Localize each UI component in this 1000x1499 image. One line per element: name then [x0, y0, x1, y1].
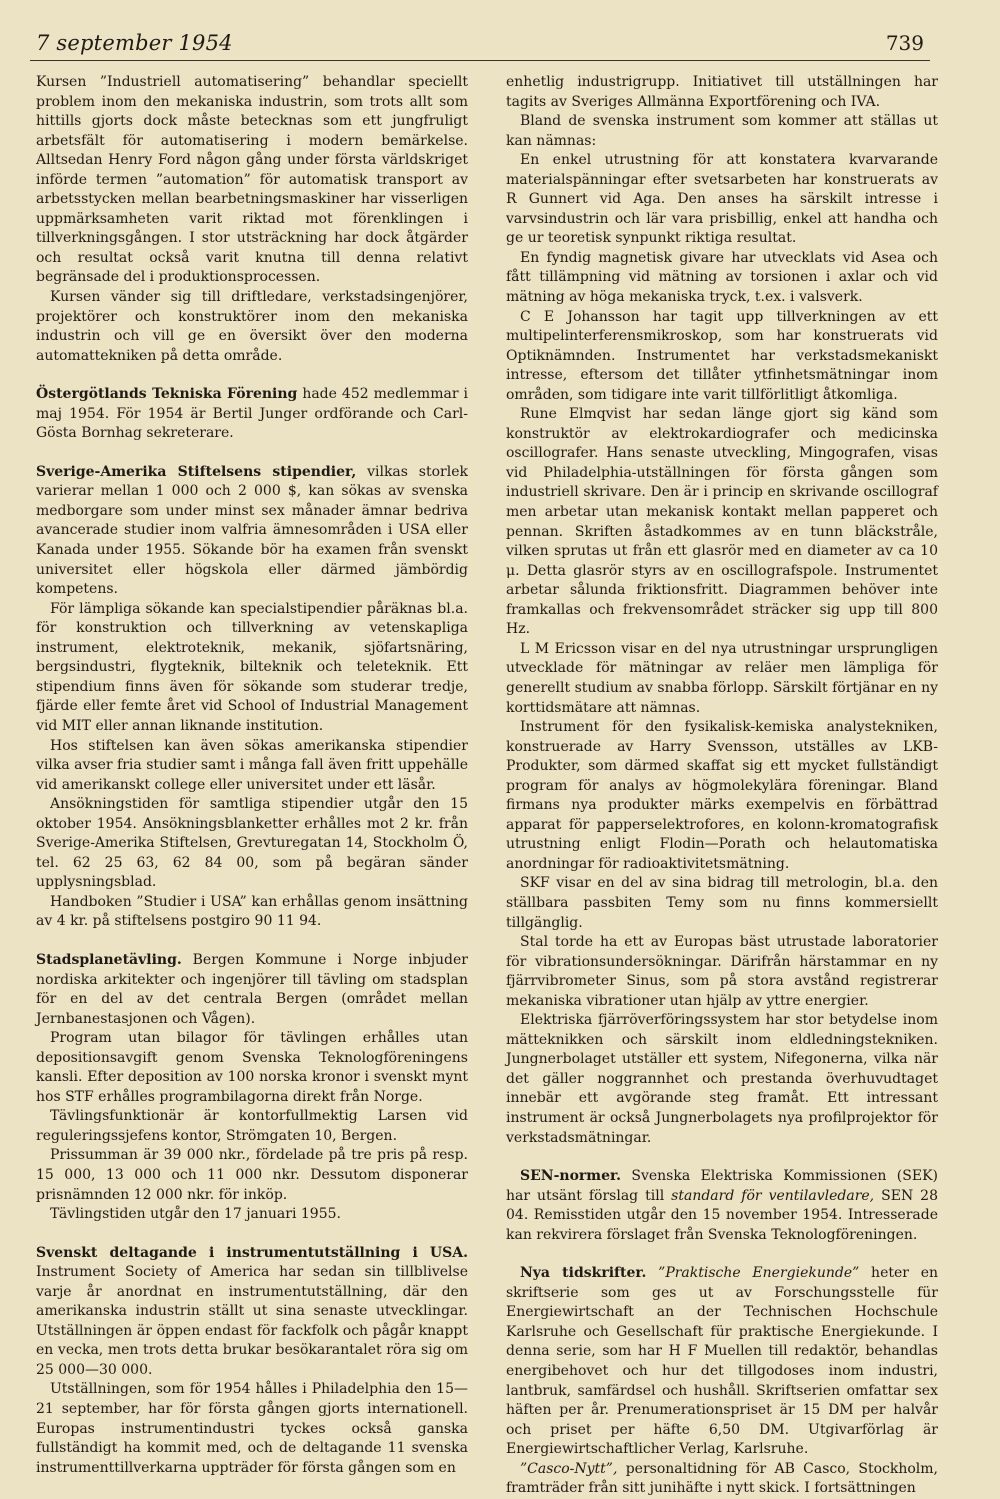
notice-heading: Nya tidskrifter. [520, 1265, 647, 1282]
notice-sen-normer [506, 1167, 938, 1245]
paragraph: enhetlig industrigrupp. Initiativet till utställningen har tagits av Sveriges Allmänna Exportförening och IVA. [506, 74, 938, 110]
issue-date: 7 september 1954 [36, 31, 233, 55]
notice-text: vilkas storlek varierar mellan 1 000 och 2 000 $, kan sökas av svenska medborgare som under minst sex månader ämnar bedriva avancerade studier inom valfria ämnesområden i USA eller Kanada under 1955. Sökande bör ha examen från svenskt universitet eller högskola eller därmed jämbördig kompetens. [36, 463, 468, 598]
paragraph: Prissumman är 39 000 nkr., fördelade på tre pris på resp. 15 000, 13 000 och 11 000 nkr. Dessutom disponerar prisnämnden 12 000 nkr. för inköp. [36, 1147, 468, 1203]
notice-heading: SEN-normer. [520, 1168, 621, 1185]
paragraph: Kursen ”Industriell automatisering” behandlar speciellt problem inom den mekaniska industrin, som trots allt som hittills gjorts dock måste betecknas som ett jungfruligt arbetsfält för automatisering i modern bemärkelse. Alltsedan Henry Ford någon gång under första världskriget införde termen ”automation” för automatisk transport av arbetsstycken mellan bearbetningsmaskiner har visserligen uppmärksamheten varit riktad mot förenklingen i tillverkningsgången. I stor utsträckning har dock åtgärder och resultat också varit knutna till denna relativt begränsade del i produktionsprocessen. [36, 74, 468, 286]
paragraph: L M Ericsson visar en del nya utrustningar ursprungligen utvecklade för mätningar av reläer men lämpliga för generellt studium av snabba förlopp. Särskilt förtjänar en ny korttidsmätare att nämnas. [506, 640, 938, 716]
paragraph: Rune Elmqvist har sedan länge gjort sig känd som konstruktör av elektrokardiografer och medicinska oscillografer. Hans senaste utveckling, Mingografen, visas vid Philadelphia-utställningen för första gången som industriell skrivare. Den är i princip en skrivande oscillograf men arbetar utan mekanisk kontakt mellan papperet och pennan. Skriften åstadkommes av en tunn bläckstråle, vilken sprutas ut från ett glasrör med en diameter av ca 10 μ. Detta glasrör styrs av en oscillografspole. Instrumentet arbetar sålunda friktionsfritt. Diagrammen behöver inte framkallas och frekvensområdet sträcker sig upp till 800 Hz. [506, 406, 938, 638]
paragraph: En enkel utrustning för att konstatera kvarvarande materialspänningar efter svetsarbeten har konstruerats av R Gunnert vid Aga. Den anses ha särskilt intresse i varvsindustrin och lär vara prisbillig, enkel att handha och ge ur teoretisk synpunkt riktiga resultat. [506, 152, 938, 247]
paragraph: Instrument för den fysikalisk-kemiska analystekniken, konstruerade av Harry Svensson, utställes av LKB-Produkter, som därmed skaffat sig ett mycket fullständigt program för analys av högmolekylära föreningar. Bland firmans nya produkter märks exempelvis en förbättrad apparat för papperselektrofores, en kolonn-kromatografisk utrustning enligt Flodin—Porath och helautomatiska anordningar för radioaktivitetsmätning. [506, 719, 938, 872]
notice-italic: standard för ventilavledare, [671, 1187, 875, 1204]
notice-text: Bergen Kommune i Norge inbjuder nordiska arkitekter och ingenjörer till tävling om stadsplan för en del av det centrala Bergen (området mellan Jernbanestasjonen och Vågen). [36, 951, 468, 1027]
paragraph: Tävlingsfunktionär är kontorfullmektig Larsen vid reguleringssjefens kontor, Strömgaten 10, Bergen. [36, 1108, 468, 1144]
paragraph: SKF visar en del av sina bidrag till metrologin, bl.a. den ställbara passbiten Temy som nu finns kommersiellt tillgänglig. [506, 875, 938, 931]
paragraph: Bland de svenska instrument som kommer att ställas ut kan nämnas: [506, 113, 938, 149]
paragraph: Kursen vänder sig till driftledare, verkstadsingenjörer, projektörer och konstruktörer inom den mekaniska industrin och vill ge en översikt över den moderna automattekniken på detta område. [36, 289, 468, 364]
notice-text: Svenska Elektriska Kommissionen (SEK) har utsänt förslag till [506, 1168, 938, 1204]
notice-heading: Sverige-Amerika Stiftelsens stipendier, [36, 463, 357, 480]
notice-italic: ”Casco-Nytt”, [520, 1460, 618, 1477]
notice-ostergotland [36, 385, 468, 444]
left-column [36, 73, 468, 1478]
paragraph: Utställningen, som för 1954 hålles i Philadelphia den 15—21 september, har för första gången gjorts internationell. Europas instrumentindustri tyckes också ganska fullständigt ha kommit med, och de deltagande 11 svenska instrumenttillverkarna uppträder för första gången som en [36, 1381, 468, 1476]
paragraph: Handboken ”Studier i USA” kan erhållas genom insättning av 4 kr. på stiftelsens postgiro 90 11 94. [36, 893, 468, 930]
notice-heading: Östergötlands Tekniska Förening [36, 386, 298, 403]
right-column [506, 73, 938, 1499]
notice-heading: Svenskt deltagande i instrumentutställning i USA. [36, 1244, 468, 1261]
paragraph: En fyndig magnetisk givare har utvecklats vid Asea och fått tillämpning vid mätning av torsionen i axlar och vid mätning av höga mekaniska tryck, t.ex. i valsverk. [506, 249, 938, 306]
paragraph: Program utan bilagor för tävlingen erhålles utan depositionsavgift genom Svenska Teknologföreningens kansli. Efter deposition av 100 norska kronor i svenskt mynt hos STF erhålles programbilagorna direkt från Norge. [36, 1030, 468, 1105]
notice-stadsplanetavling [36, 951, 468, 1029]
paragraph [506, 1460, 938, 1499]
notice-sverige-amerika [36, 463, 468, 600]
notice-text: SEN 28 04. Remisstiden utgår den 15 november 1954. Intresserade kan rekvirera förslaget från Svenska Teknologföreningen. [506, 1187, 938, 1243]
notice-italic: ”Praktische Energiekunde” [658, 1265, 860, 1282]
paragraph: C E Johansson har tagit upp tillverkningen av ett multipelinterferensmikroskop, som har konstruerats vid Optiknämnden. Instrumentet har verkstadsmekaniskt intresse, eftersom det tillåter ytfinhetsmätningar inom områden, som tidigare inte varit tillförlitligt åtkomliga. [506, 308, 938, 403]
paragraph: Hos stiftelsen kan även sökas amerikanska stipendier vilka avser fria studier samt i många fall även fritt uppehälle vid amerikanskt college eller universitet under ett läsår. [36, 737, 468, 793]
notice-heading: Stadsplanetävling. [36, 951, 182, 968]
page-number: 739 [885, 31, 924, 55]
notice-text: Instrument Society of America har sedan sin tillblivelse varje år anordnat en instrumentutställning, där den amerikanska industrin ställt ut sina senaste utvecklingar. Utställningen är öppen endast för fackfolk och pågår knappt en vecka, men trots detta brukar besökarantalet röra sig om 25 000—30 000. [36, 1264, 468, 1378]
notice-text: personaltidning för AB Casco, Stockholm, framträder från sitt junihäfte i nytt skick. I fortsättningen [506, 1460, 938, 1497]
notice-text: hade 452 medlemmar i maj 1954. För 1954 är Bertil Junger ordförande och Carl-Gösta Bornhag sekreterare. [36, 386, 468, 442]
notice-nya-tidskrifter [506, 1264, 938, 1459]
paragraph: Tävlingstiden utgår den 17 januari 1955. [50, 1206, 341, 1223]
paragraph: Stal torde ha ett av Europas bäst utrustade laboratorier för vibrationsundersökningar. Därifrån härstammar en ny fjärrvibrometer Sinus, som på stora avstånd registrerar mekaniska vibrationer utan hjälp av yttre energier. [506, 934, 938, 1009]
notice-text: heter en skriftserie som ges ut av Forschungsstelle für Energiewirtschaft an der Technischen Hochschule Karlsruhe och Gesellschaft für praktische Energiekunde. I denna serie, som har H F Muellen till redaktör, behandlas energibehovet och hur det tillgodoses inom industri, lantbruk, samfärdsel och hushåll. Skriftserien omfattar sex häften per år. Prenumerationspriset är 15 DM per halvår och priset per häfte 6,50 DM. Utgivarförlag är Energiewirtschaftlicher Verlag, Karlsruhe. [506, 1265, 939, 1458]
header-rule [30, 60, 930, 61]
paragraph: Elektriska fjärröverföringssystem har stor betydelse inom mätteknikken och särskilt inom eldledningstekniken. Jungnerbolaget utställer ett system, Nifegonerna, vilka när det gäller noggrannhet och prestanda överhuvudtaget innebär ett avgörande steg framåt. Ett intressant instrument är också Jungnerbolagets nya profilprojektor för verkstadsmätningar. [506, 1012, 938, 1146]
paragraph: Ansökningstiden för samtliga stipendier utgår den 15 oktober 1954. Ansökningsblanketter erhålles mot 2 kr. från Sverige-Amerika Stiftelsen, Grevturegatan 14, Stockholm Ö, tel. 62 25 63, 62 84 00, som på begäran sänder upplysningsblad. [36, 796, 468, 891]
notice-instrumentutstallning [36, 1244, 468, 1381]
paragraph: För lämpliga sökande kan specialstipendier påräknas bl.a. för konstruktion och tillverkning av vetenskapliga instrument, elektroteknik, mekanik, sjöfartsnäring, bergsindustri, flygteknik, bilteknik och teleteknik. Ett stipendium finns även för sökande som studerar tredje, fjärde eller femte året vid School of Industrial Management vid MIT eller annan liknande institution. [36, 600, 468, 734]
